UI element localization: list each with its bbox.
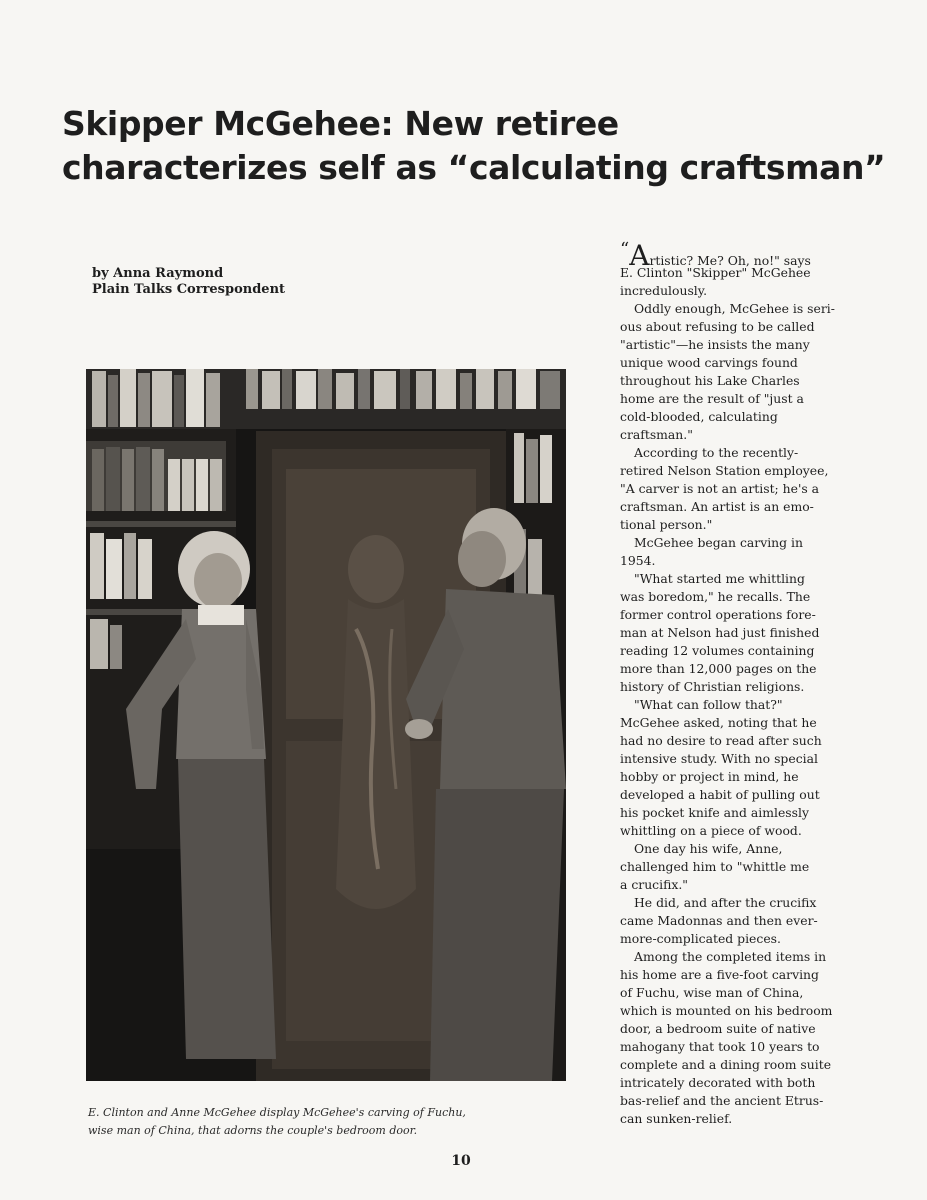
article-line: more-complicated pieces.: [620, 931, 781, 946]
article-line: According to the recently-: [634, 445, 799, 460]
article-line: complete and a dining room suite: [620, 1057, 832, 1072]
photo-caption: [88, 1104, 568, 1140]
article-line: mahogany that took 10 years to: [620, 1039, 820, 1054]
article-line: challenged him to "whittle me: [620, 859, 810, 874]
article-line: his pocket knife and aimlessly: [620, 805, 809, 820]
article-first-line: [620, 236, 860, 272]
article-line: One day his wife, Anne,: [634, 841, 783, 856]
article-line: came Madonnas and then ever-: [620, 913, 818, 928]
caption-line: wise man of China, that adorns the couple's bedroom door.: [88, 1124, 418, 1137]
drop-cap: A: [629, 239, 650, 272]
article-line: man at Nelson had just finished: [620, 625, 820, 640]
headline-line: characterizes self as “calculating craftsman”: [62, 148, 886, 187]
article-line: "artistic"—he insists the many: [620, 337, 810, 352]
article-line: "What started me whittling: [634, 571, 805, 586]
article-line: was boredom," he recalls. The: [620, 589, 811, 604]
article-line: unique wood carvings found: [620, 355, 798, 370]
article-line: his home are a five-foot carving: [620, 967, 819, 982]
open-quote: “: [620, 239, 630, 260]
article-lines: [620, 264, 860, 1128]
article-line: former control operations fore-: [620, 607, 816, 622]
headline: [62, 102, 902, 190]
article-line: "A carver is not an artist; he's a: [620, 481, 820, 496]
article-line: can sunken-relief.: [620, 1111, 733, 1126]
article-line: craftsman.": [620, 427, 693, 442]
byline: [92, 266, 285, 298]
article-line: door, a bedroom suite of native: [620, 1021, 816, 1036]
article-line: a crucifix.": [620, 877, 688, 892]
article-line: which is mounted on his bedroom: [620, 1003, 833, 1018]
author-name: by Anna Raymond: [92, 266, 224, 281]
article-line: whittling on a piece of wood.: [620, 823, 802, 838]
article-line: history of Christian religions.: [620, 679, 805, 694]
article-line: "What can follow that?": [634, 697, 783, 712]
article-line: reading 12 volumes containing: [620, 643, 815, 658]
article-line: bas-relief and the ancient Etrus-: [620, 1093, 824, 1108]
article-line: ous about refusing to be called: [620, 319, 815, 334]
article-line: of Fuchu, wise man of China,: [620, 985, 804, 1000]
article-line: more than 12,000 pages on the: [620, 661, 817, 676]
article-body: [620, 236, 860, 1128]
article-line: He did, and after the crucifix: [634, 895, 817, 910]
page-number: 10: [451, 1153, 471, 1169]
author-title: Plain Talks Correspondent: [92, 282, 286, 297]
article-line: incredulously.: [620, 283, 708, 298]
article-line: developed a habit of pulling out: [620, 787, 820, 802]
caption-line: E. Clinton and Anne McGehee display McGehee's carving of Fuchu,: [88, 1106, 466, 1119]
article-line: 1954.: [620, 553, 656, 568]
article-photo: [86, 369, 566, 1081]
article-line: Oddly enough, McGehee is seri-: [634, 301, 835, 316]
article-line: tional person.": [620, 517, 713, 532]
headline-line: Skipper McGehee: New retiree: [62, 104, 619, 143]
article-line: intricately decorated with both: [620, 1075, 816, 1090]
photo-illustration: [86, 369, 566, 1081]
article-line: Among the completed items in: [634, 949, 827, 964]
article-line: craftsman. An artist is an emo-: [620, 499, 814, 514]
article-line: E. Clinton "Skipper" McGehee: [620, 265, 811, 280]
article-line: home are the result of "just a: [620, 391, 804, 406]
first-line-text: rtistic? Me? Oh, no!" says: [649, 253, 811, 268]
article-line: McGehee asked, noting that he: [620, 715, 817, 730]
article-line: retired Nelson Station employee,: [620, 463, 829, 478]
article-line: McGehee began carving in: [634, 535, 803, 550]
article-line: intensive study. With no special: [620, 751, 818, 766]
article-line: hobby or project in mind, he: [620, 769, 799, 784]
article-line: throughout his Lake Charles: [620, 373, 800, 388]
article-line: cold-blooded, calculating: [620, 409, 778, 424]
article-line: had no desire to read after such: [620, 733, 822, 748]
